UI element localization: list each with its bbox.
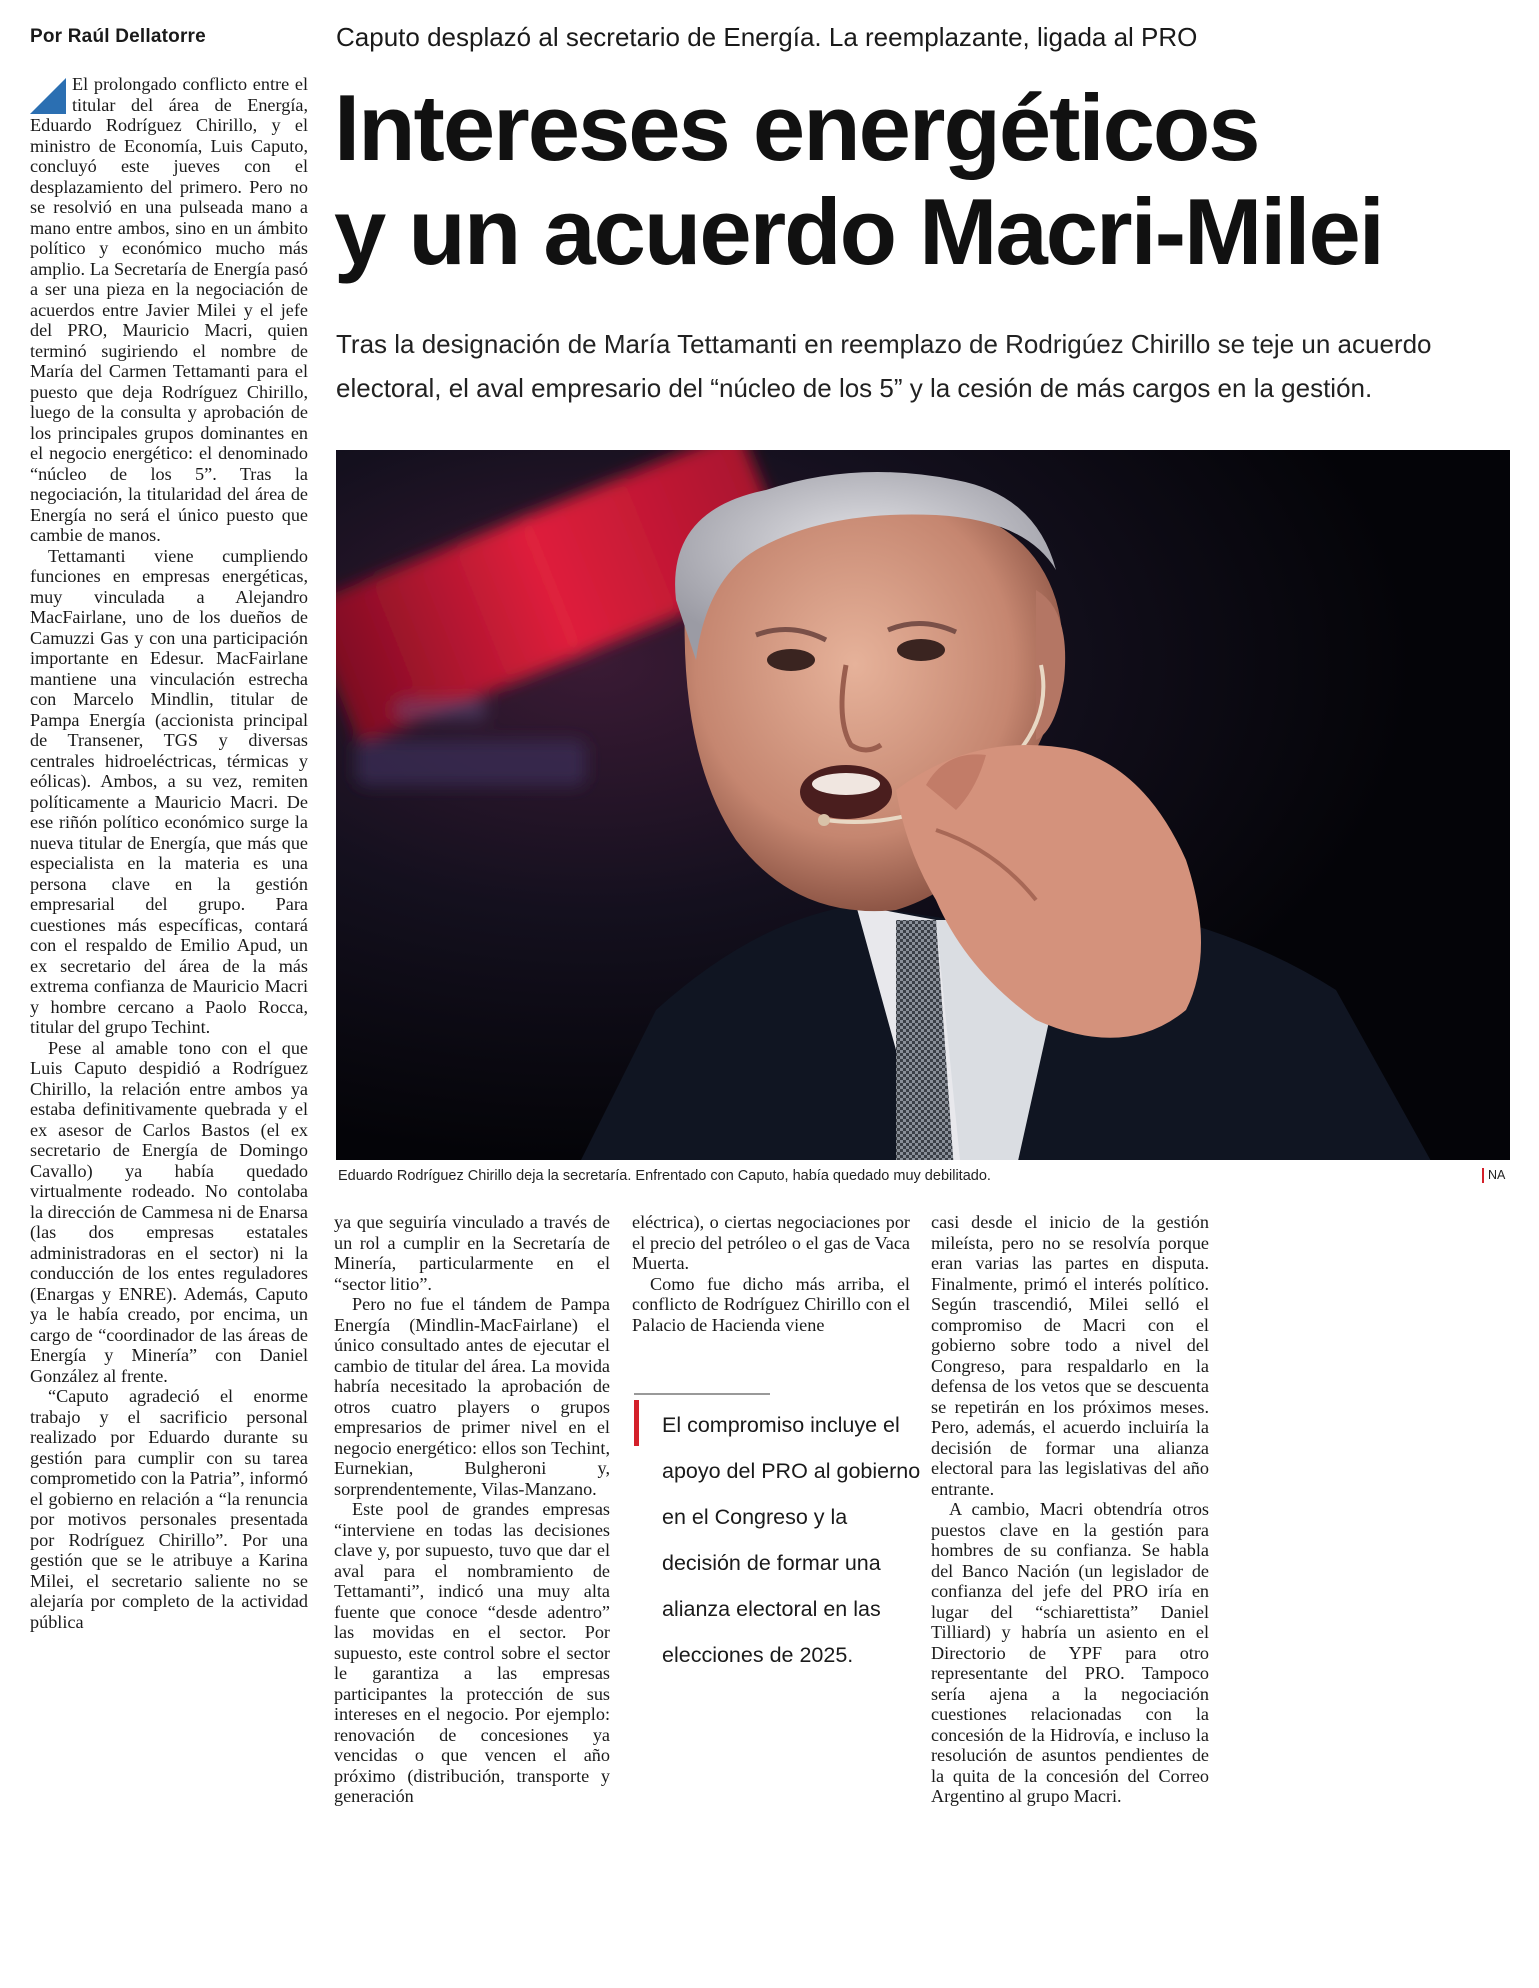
body-column-3 [632,1212,910,1335]
section-marker-icon [30,78,66,114]
article-photo [336,450,1510,1160]
paragraph: Tettamanti viene cumpliendo funciones en empresas energéticas, muy vinculada a Alejandro MacFairlane, uno de los dueños de Camuzzi Gas y con una participación importante en Edesur. MacFairlane mantiene una vinculación estrecha con Marcelo Mindlin, titular de Pampa Energía (accionista principal de Transener, TGS y diversas centrales hidroeléctricas, térmicas y eólicas). Ambos, a su vez, remiten políticamente a Mauricio Macri. De ese riñón político económico surge la nueva titular de Energía, que más que especialista en la materia es una persona clave en la gestión empresarial del grupo. Para cuestiones más específicas, contará con el respaldo de Emilio Apud, un ex secretario del área de la más extrema confianza de Mauricio Macri y hombre cercano a Paolo Rocca, titular del grupo Techint. [30,545,308,1037]
headline-line-1: Intereses energéticos [334,75,1259,180]
pullquote-bar [634,1400,639,1446]
paragraph: A cambio, Macri obtendría otros puestos clave en la gestión para hombres de su confianza. Se habla del Banco Nación (un legislador de confianza del jefe del PRO iría en lugar del “schiarettista” Daniel Tilliard) y habría un asiento en el Directorio de YPF para otro representante del PRO. Tampoco sería ajena a la negociación cuestiones relacionadas con la concesión de la Hidrovía, e incluso la resolución de asuntos pendientes de la quita de la concesión del Correo Argentino al grupo Macri. [931,1499,1209,1806]
portrait-photo-icon [336,450,1510,1160]
photo-caption: Eduardo Rodríguez Chirillo deja la secretaría. Enfrentado con Caputo, había quedado muy debilitado. [338,1168,991,1184]
paragraph: Pese al amable tono con el que Luis Caputo despidió a Rodríguez Chirillo, la relación entre ambos ya estaba definitivamente quebrada y el ex asesor de Carlos Bastos (el ex secretario de Energía de Domingo Cavallo) ya había quedado virtualmente rodeado. No contolaba la dirección de Cammesa ni de Enarsa (las dos empresas estatales administradoras en el sector) ni la conducción de los entes reguladores (Enargas y ENRE). Además, Caputo ya le había creado, por encima, un cargo de “coordinador de las áreas de Energía y Minería” con Daniel González al frente. [30,1037,308,1386]
body-column-2 [334,1212,610,1807]
paragraph-text: El prolongado conflicto entre el titular del área de Energía, Eduardo Rodríguez Chirillo, y el ministro de Economía, Luis Caputo, concluyó este jueves con el desplazamiento del primero. Pero no se resolvió en una pulseada mano a mano entre ambos, sino en un ámbito político y económico mucho más amplio. La Secretaría de Energía pasó a ser una pieza en la negociación de acuerdos entre Javier Milei y el jefe del PRO, Mauricio Macri, quien terminó sugiriendo el nombre de María del Carmen Tettamanti para el puesto que deja Rodríguez Chirillo, luego de la consulta y aprobación de los principales grupos dominantes en el negocio energético: el denominado “núcleo de los 5”. Tras la negociación, la titularidad del área de Energía no será el único puesto que cambie de manos. [30,74,308,545]
deck: Tras la designación de María Tettamanti en reemplazo de Rodrigúez Chirillo se teje un acuerdo electoral, el aval empresario del “núcleo de los 5” y la cesión de más cargos en la gestión. [336,329,1432,403]
body-column-1 [30,74,308,1632]
paragraph [30,74,308,546]
paragraph: Pero no fue el tándem de Pampa Energía (Mindlin-MacFairlane) el único consultado antes de ejecutar el cambio de titular del área. La movida habría necesitado la aprobación de otros cuatro players o grupos empresarios de primer nivel en el negocio energético: ellos son Techint, Eurnekian, Bulgheroni y, sorprendentemente, Vilas-Manzano. [334,1294,610,1499]
headline [334,76,1514,284]
pullquote-rule [634,1393,770,1395]
credit-marker [1482,1168,1484,1183]
kicker: Caputo desplazó al secretario de Energía. La reemplazante, ligada al PRO [336,22,1198,52]
paragraph: casi desde el inicio de la gestión mileísta, pero no se resolvía porque eran varias las partes en disputa. Finalmente, primó el interés político. Según trascendió, Milei selló el compromiso de Macri con el gobierno sobre todo a nivel del Congreso, para respaldarlo en la defensa de los vetos que se descuenta se repetirán en los próximos meses. Pero, además, el acuerdo incluiría la decisión de formar una alianza electoral para las legislativas del año entrante. [931,1212,1209,1499]
body-column-4 [931,1212,1209,1807]
pullquote: El compromiso incluye el apoyo del PRO al gobierno en el Congreso y la decisión de formar una alianza electoral en las elecciones de 2025. [662,1413,921,1667]
headline-line-2: y un acuerdo Macri-Milei [334,179,1383,284]
paragraph: Este pool de grandes empresas “interviene en todas las decisiones clave y, por supuesto, tuvo que dar el aval para el nombramiento de Tettamanti”, indicó una muy alta fuente que conoce “desde adentro” las movidas en el sector. Por supuesto, este control sobre el sector le garantiza a las empresas participantes la protección de sus intereses en el negocio. Por ejemplo: renovación de concesiones ya vencidas o que vencen el año próximo (distribución, transporte y generación [334,1499,610,1806]
paragraph: “Caputo agradeció el enorme trabajo y el sacrificio personal realizado por Eduardo durante su gestión para cumplir con su tarea comprometido con la Patria”, informó el gobierno en relación a “la renuncia por motivos personales presentada por Rodríguez Chirillo”. Por una gestión que se le atribuye a Karina Milei, el secretario saliente no se alejaría por completo de la actividad pública [30,1386,308,1632]
paragraph: ya que seguiría vinculado a través de un rol a cumplir en la Secretaría de Minería, particularmente en el “sector litio”. [334,1212,610,1294]
paragraph: eléctrica), o ciertas negociaciones por el precio del petróleo o el gas de Vaca Muerta. [632,1212,910,1273]
photo-credit: NA [1488,1168,1506,1182]
byline: Por Raúl Dellatorre [30,26,206,47]
paragraph: Como fue dicho más arriba, el conflicto de Rodríguez Chirillo con el Palacio de Hacienda viene [632,1273,910,1335]
